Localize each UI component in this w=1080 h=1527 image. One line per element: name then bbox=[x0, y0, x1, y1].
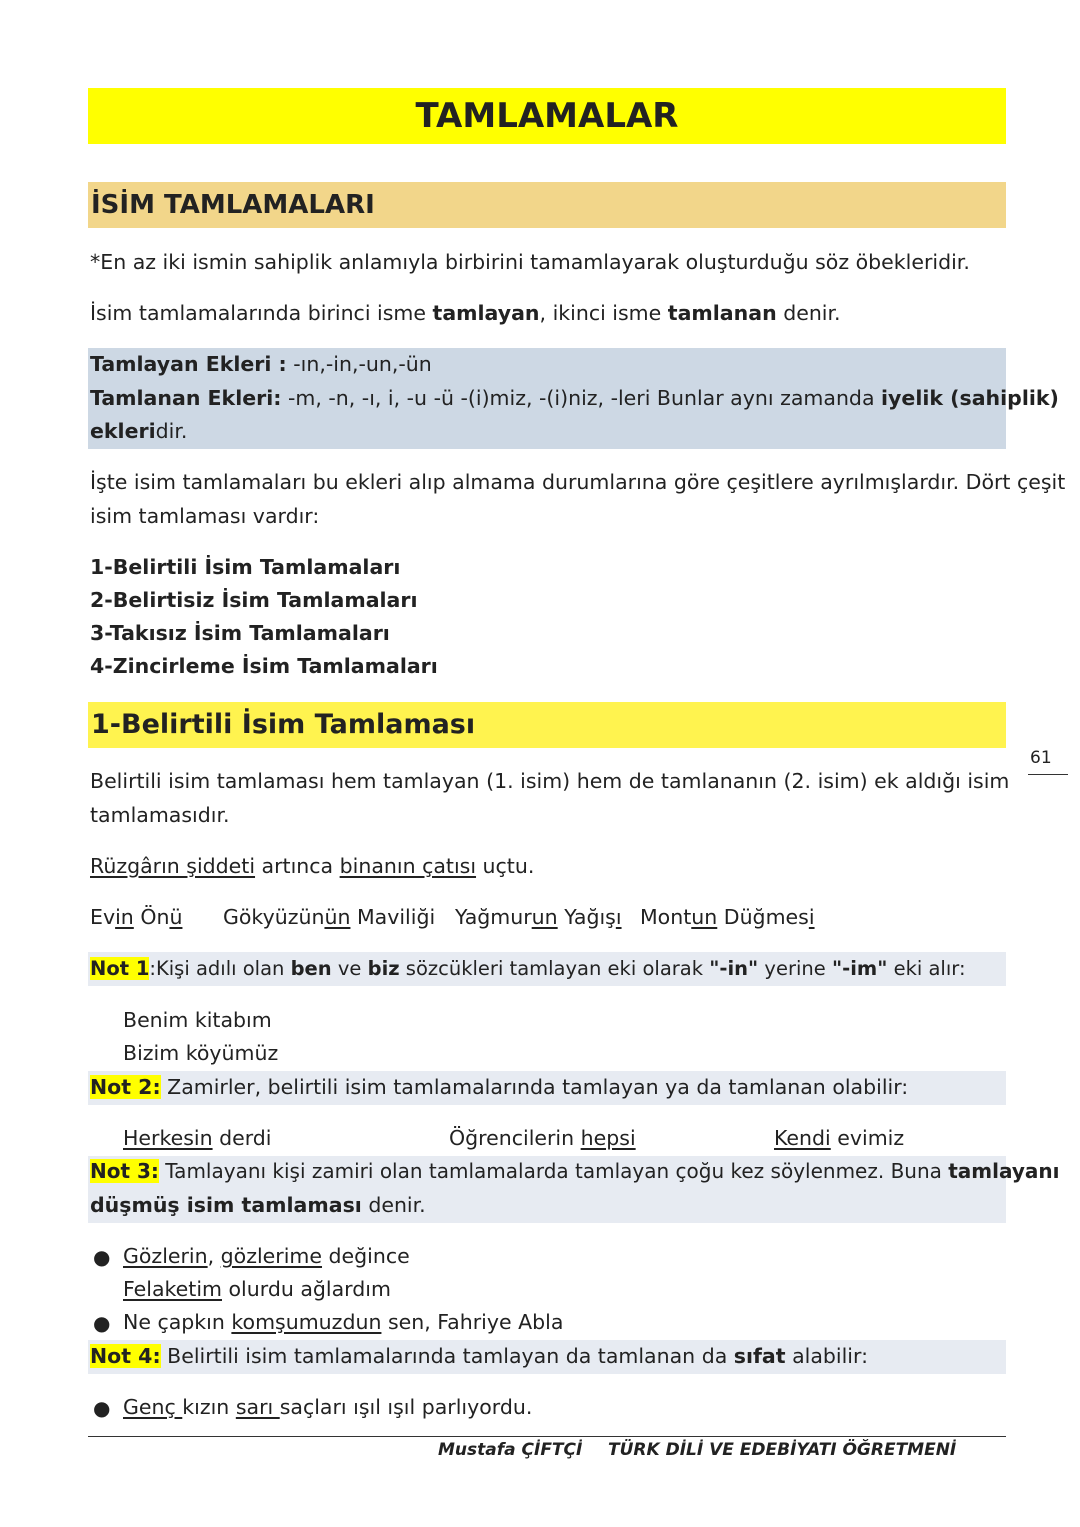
intro-a: İsim tamlamalarında birinci isme bbox=[90, 301, 433, 325]
tamlayan-label: Tamlayan Ekleri : bbox=[90, 352, 287, 376]
note2 bbox=[90, 1074, 908, 1100]
bullet-icon: ● bbox=[93, 1311, 111, 1335]
note2-example-3 bbox=[774, 1125, 904, 1151]
e2a: Gökyüzün bbox=[223, 905, 325, 929]
e3a: Yağmur bbox=[455, 905, 532, 929]
ex-uctu: uçtu. bbox=[476, 854, 535, 878]
page-number: 61 bbox=[1030, 748, 1052, 768]
tamlanan-suffixes bbox=[90, 385, 1059, 411]
n2-c1: Kendi bbox=[774, 1126, 831, 1150]
note2-label: Not 2: bbox=[90, 1075, 161, 1099]
note1-example-1: Benim kitabım bbox=[123, 1008, 272, 1032]
n4-b: kızın bbox=[182, 1395, 236, 1419]
note1 bbox=[90, 956, 966, 982]
n2-c2: evimiz bbox=[830, 1126, 905, 1150]
n3-l1a: Gözlerin bbox=[123, 1244, 208, 1268]
note3-label: Not 3: bbox=[90, 1159, 159, 1183]
e4d: i bbox=[808, 905, 815, 929]
ex-bina: binanın çatısı bbox=[339, 854, 477, 878]
type-item-2 bbox=[90, 587, 418, 613]
n4-d: saçları ışıl ışıl parlıyordu. bbox=[279, 1395, 533, 1419]
n4-a: Genç bbox=[123, 1395, 183, 1419]
note1-in: "-in" bbox=[709, 957, 759, 980]
note1-b: ve bbox=[331, 957, 368, 980]
example-evin-onu bbox=[90, 904, 182, 930]
note2-example-1 bbox=[123, 1125, 272, 1151]
n4-c: sarı bbox=[235, 1395, 280, 1419]
note3-text2: denir. bbox=[361, 1193, 426, 1217]
note1-biz: biz bbox=[367, 957, 400, 980]
note2-example-2 bbox=[449, 1125, 636, 1151]
n3-l3a: Ne çapkın bbox=[123, 1310, 232, 1334]
ex-ruzgar: Rüzgârın şiddeti bbox=[90, 854, 256, 878]
note1-label: Not 1 bbox=[90, 957, 150, 980]
n2-b1: Öğrencilerin bbox=[449, 1126, 581, 1150]
e3c: Yağış bbox=[557, 905, 616, 929]
bullet-icon: ● bbox=[93, 1245, 111, 1269]
note3-example-3 bbox=[123, 1309, 563, 1335]
example-mont bbox=[640, 904, 815, 930]
type-item-2-label: 2-Belirtisiz İsim Tamlamaları bbox=[90, 588, 418, 612]
ekleri-text: ekleri bbox=[90, 419, 156, 443]
footer-author: Mustafa ÇİFTÇİ bbox=[438, 1440, 583, 1460]
intro-tamlayan: tamlayan bbox=[432, 301, 540, 325]
note2-text: Zamirler, belirtili isim tamlamalarında tamlayan ya da tamlanan olabilir: bbox=[160, 1075, 909, 1099]
tamlayan-values: -ın,-in,-un,-ün bbox=[286, 352, 432, 376]
note1-example-2: Bizim köyümüz bbox=[123, 1041, 279, 1065]
note4-text2: alabilir: bbox=[785, 1344, 868, 1368]
e1c: Ön bbox=[133, 905, 170, 929]
n3-l1c: gözlerime bbox=[220, 1244, 323, 1268]
iyelik-text: iyelik (sahiplik) bbox=[881, 386, 1059, 410]
e1b: in bbox=[115, 905, 134, 929]
tamlanan-label: Tamlanan Ekleri: bbox=[90, 386, 282, 410]
footer-role: TÜRK DİLİ VE EDEBİYATI ÖĞRETMENİ bbox=[608, 1440, 957, 1460]
note4-label: Not 4: bbox=[90, 1344, 161, 1368]
n2-a1: Herkesin bbox=[123, 1126, 213, 1150]
e3d: ı bbox=[615, 905, 622, 929]
types-intro-1: İşte isim tamlamaları bu ekleri alıp almama durumlarına göre çeşitlere ayrılmışlardır. Dört çeşit bbox=[90, 470, 1066, 494]
n2-b2: hepsi bbox=[580, 1126, 636, 1150]
section-heading-belirtili: 1-Belirtili İsim Tamlaması bbox=[88, 702, 1006, 748]
note3-line2 bbox=[90, 1192, 426, 1218]
e3b: un bbox=[531, 905, 558, 929]
e4b: un bbox=[691, 905, 718, 929]
page-number-rule bbox=[1028, 774, 1068, 775]
note3-bold1: tamlayanı bbox=[948, 1159, 1060, 1183]
intro-c: , ikinci isme bbox=[539, 301, 668, 325]
n3-l1d: değince bbox=[322, 1244, 410, 1268]
note1-im: "-im" bbox=[831, 957, 888, 980]
definition-text: *En az iki ismin sahiplik anlamıyla birbirini tamamlayarak oluşturduğu söz öbekleridir. bbox=[90, 250, 970, 274]
footer-divider bbox=[88, 1436, 1006, 1437]
e4a: Mont bbox=[640, 905, 692, 929]
note1-d: yerine bbox=[758, 957, 832, 980]
type-item-3 bbox=[90, 620, 390, 646]
n3-l2b: olurdu ağlardım bbox=[222, 1277, 391, 1301]
tamlayan-suffixes bbox=[90, 351, 432, 377]
note3-example-1 bbox=[123, 1243, 410, 1269]
belirtili-def-1: Belirtili isim tamlaması hem tamlayan (1. isim) hem de tamlananın (2. isim) ek aldığı isim bbox=[90, 769, 1010, 793]
types-intro-2: isim tamlaması vardır: bbox=[90, 504, 320, 528]
intro-text bbox=[90, 300, 841, 326]
note4 bbox=[90, 1343, 868, 1369]
type-item-1 bbox=[90, 554, 400, 580]
e4c: Düğmes bbox=[717, 905, 809, 929]
type-item-4-label: 4-Zincirleme İsim Tamlamaları bbox=[90, 654, 438, 678]
note1-ben: ben bbox=[290, 957, 332, 980]
type-item-1-label: 1-Belirtili İsim Tamlamaları bbox=[90, 555, 401, 579]
ex-artinca: artınca bbox=[255, 854, 340, 878]
example-yagmur bbox=[455, 904, 622, 930]
section-heading-isim-tamlamalari: İSİM TAMLAMALARI bbox=[88, 182, 1006, 228]
e2c: Maviliği bbox=[350, 905, 436, 929]
belirtili-def-2: tamlamasıdır. bbox=[90, 803, 230, 827]
e2b: ün bbox=[324, 905, 351, 929]
n3-l2a: Felaketim bbox=[123, 1277, 222, 1301]
bullet-icon: ● bbox=[93, 1396, 111, 1420]
note3-bold2: düşmüş isim tamlaması bbox=[90, 1193, 362, 1217]
intro-e: denir. bbox=[776, 301, 841, 325]
example-gokyuzu bbox=[223, 904, 435, 930]
note3-text: Tamlayanı kişi zamiri olan tamlamalarda tamlayan çoğu kez söylenmez. Buna bbox=[158, 1159, 949, 1183]
e1a: Ev bbox=[90, 905, 116, 929]
n3-l3c: sen, Fahriye Abla bbox=[381, 1310, 564, 1334]
type-item-3-label: 3-Takısız İsim Tamlamaları bbox=[90, 621, 390, 645]
note3-example-2 bbox=[123, 1276, 391, 1302]
note3-line1 bbox=[90, 1158, 1060, 1184]
intro-tamlanan: tamlanan bbox=[667, 301, 777, 325]
note4-example bbox=[123, 1394, 532, 1420]
note1-c: sözcükleri tamlayan eki olarak bbox=[399, 957, 710, 980]
n3-l1b: , bbox=[207, 1244, 221, 1268]
note4-bold: sıfat bbox=[733, 1344, 786, 1368]
example-sentence bbox=[90, 853, 534, 879]
n2-a2: derdi bbox=[212, 1126, 272, 1150]
n3-l3b: komşumuzdun bbox=[231, 1310, 382, 1334]
tamlanan-values: -m, -n, -ı, i, -u -ü -(i)miz, -(i)niz, -leri Bunlar aynı zamanda bbox=[281, 386, 882, 410]
note4-text: Belirtili isim tamlamalarında tamlayan da tamlanan da bbox=[160, 1344, 734, 1368]
note1-a: :Kişi adılı olan bbox=[149, 957, 291, 980]
note1-e: eki alır: bbox=[887, 957, 966, 980]
type-item-4 bbox=[90, 653, 438, 679]
page-title: TAMLAMALAR bbox=[88, 88, 1006, 144]
e1d: ü bbox=[169, 905, 183, 929]
ekleri-line bbox=[90, 418, 187, 444]
dir-text: dir. bbox=[155, 419, 188, 443]
